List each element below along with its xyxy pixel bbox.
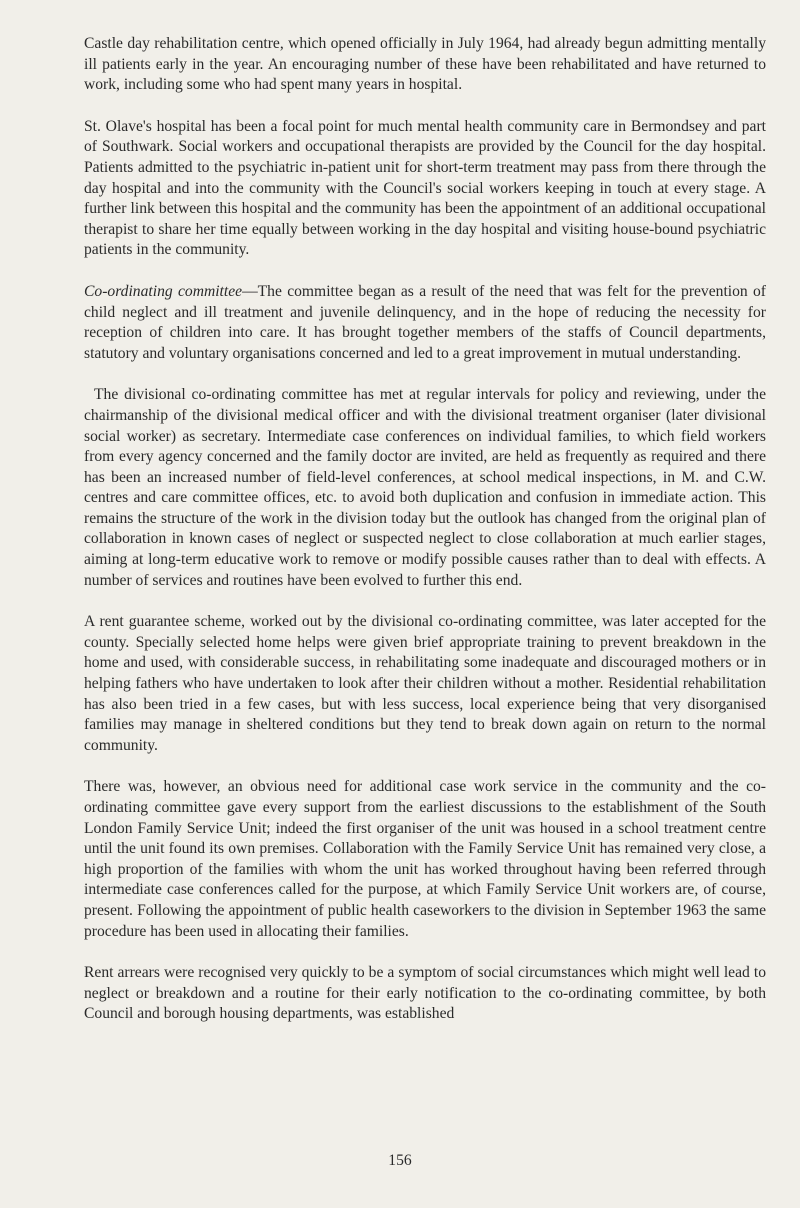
paragraph-family-service-unit: There was, however, an obvious need for additional case work service in the community and the co-ordinating committee gave every support from the earliest discussions to the establishment of the South London Family Service Unit; indeed the first organiser of the unit was housed in a school treatment centre until the unit found its own premises. Collaboration with the Family Service Unit has remained very close, a high proportion of the families with whom the unit has worked throughout having been referred through intermediate case conferences called for the purpose, at which Family Service Unit workers are, of course, present. Following the appointment of public health caseworkers to the division in September 1963 the same procedure has been used in allocating their families.: [84, 778, 766, 940]
paragraph-divisional-committee: The divisional co-ordinating committee has met at regular intervals for policy and reviewing, under the chairmanship of the divisional medical officer and with the divisional treatment organiser (later divisional social worker) as secretary. Intermediate case conferences on individual families, to which field workers from every agency concerned and the family doctor are invited, are held as frequently as required and there has been an increased number of field-level conferences, at school medical inspections, in M. and C.W. centres and care committee offices, etc. to avoid both duplication and confusion in immediate action. This remains the structure of the work in the division today but the outlook has changed from the original plan of collaboration in known cases of neglect or suspected neglect to close collaboration at much earlier stages, aiming at long-term educative work to remove or modify possible causes rather than to deal with effects. A number of services and routines have been evolved to further this end.: [84, 386, 766, 589]
paragraph-rent-arrears: Rent arrears were recognised very quickly to be a symptom of social circumstances which might well lead to neglect or breakdown and a routine for their early notification to the co-ordinating committee, by both Council and borough housing departments, was established: [84, 964, 766, 1023]
page-number: 156: [388, 1152, 412, 1169]
paragraph-co-ordinating-committee: [84, 282, 766, 364]
document-body: [84, 34, 766, 1046]
section-heading-co-ordinating-committee: Co-ordinating committee: [84, 282, 243, 300]
paragraph-co-ordinating-committee-text: —The committee began as a result of the need that was felt for the prevention of child neglect and ill treatment and juvenile delinquency, and in the hope of reducing the necessity for reception of children into care. It has brought together members of the staffs of Council departments, statutory and voluntary organisations concerned and led to a great improvement in mutual understanding.: [84, 282, 767, 362]
paragraph-castle-day-centre: Castle day rehabilitation centre, which opened officially in July 1964, had already begun admitting mentally ill patients early in the year. An encouraging number of these have been rehabilitated and have returned to work, including some who had spent many years in hospital.: [84, 35, 766, 94]
paragraph-rent-guarantee-scheme: A rent guarantee scheme, worked out by the divisional co-ordinating committee, was later accepted for the county. Specially selected home helps were given brief appropriate training to prevent breakdown in the home and used, with considerable success, in rehabilitating some inadequate and discouraged mothers or in helping fathers who have undertaken to look after their children without a mother. Residential rehabilitation has also been tried in a few cases, but with less success, local experience being that very disorganised families may manage in sheltered conditions but they tend to break down again on return to the normal community.: [84, 613, 766, 754]
paragraph-st-olaves-hospital: St. Olave's hospital has been a focal point for much mental health community care in Bermondsey and part of Southwark. Social workers and occupational therapists are provided by the Council for the day hospital. Patients admitted to the psychiatric in-patient unit for short-term treatment may pass from there through the day hospital and into the community with the Council's social workers keeping in touch at every stage. A further link between this hospital and the community has been the appointment of an additional occupational therapist to share her time equally between working in the day hospital and visiting house-bound psychiatric patients in the community.: [84, 117, 766, 259]
